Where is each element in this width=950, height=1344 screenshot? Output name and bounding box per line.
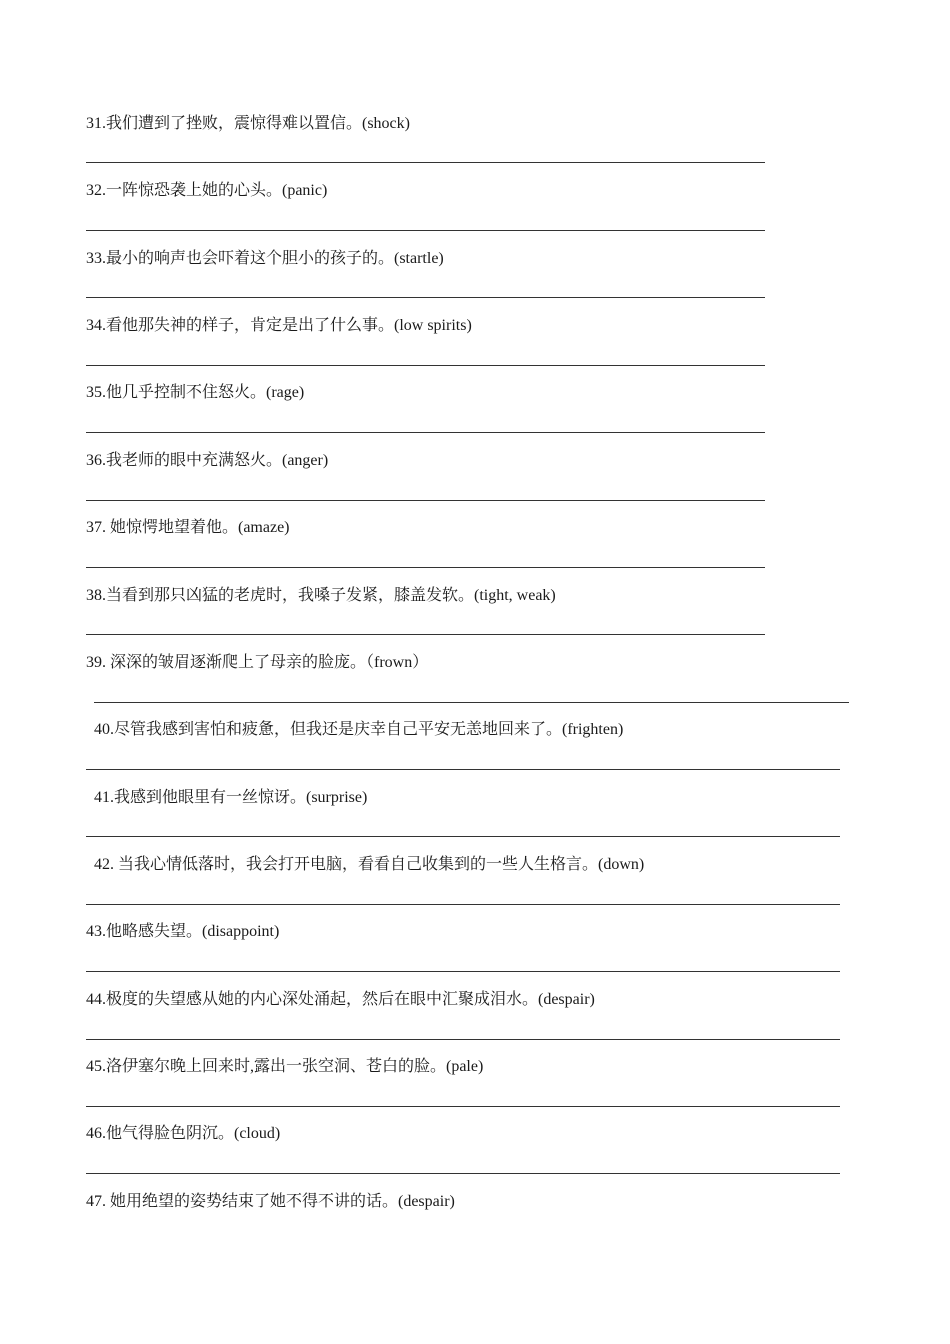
answer-line-34 <box>86 365 765 366</box>
answer-line-33 <box>86 297 765 298</box>
exercise-43-prompt: 43.他略感失望。(disappoint) <box>86 923 280 940</box>
exercise-33-prompt: 33.最小的响声也会吓着这个胆小的孩子的。(startle) <box>86 250 444 267</box>
answer-line-44 <box>86 1039 840 1040</box>
exercise-39-prompt: 39. 深深的皱眉逐渐爬上了母亲的脸庞。（frown） <box>86 654 429 671</box>
exercise-37-prompt: 37. 她惊愕地望着他。(amaze) <box>86 519 290 536</box>
answer-line-41 <box>86 836 840 837</box>
exercise-47-prompt: 47. 她用绝望的姿势结束了她不得不讲的话。(despair) <box>86 1193 455 1210</box>
answer-line-40 <box>86 769 840 770</box>
exercise-45-prompt: 45.洛伊塞尔晚上回来时,露出一张空洞、苍白的脸。(pale) <box>86 1058 484 1075</box>
answer-line-37 <box>86 567 765 568</box>
answer-line-46 <box>86 1173 840 1174</box>
answer-line-45 <box>86 1106 840 1107</box>
exercise-40-prompt: 40.尽管我感到害怕和疲惫，但我还是庆幸自己平安无恙地回来了。(frighten) <box>94 721 624 738</box>
answer-line-42 <box>86 904 840 905</box>
exercise-44-prompt: 44.极度的失望感从她的内心深处涌起，然后在眼中汇聚成泪水。(despair) <box>86 991 595 1008</box>
answer-line-38 <box>86 634 765 635</box>
exercise-34-prompt: 34.看他那失神的样子，肯定是出了什么事。(low spirits) <box>86 317 472 334</box>
exercise-46-prompt: 46.他气得脸色阴沉。(cloud) <box>86 1125 281 1142</box>
answer-line-35 <box>86 432 765 433</box>
answer-line-39 <box>94 702 849 703</box>
answer-line-36 <box>86 500 765 501</box>
exercise-31-prompt: 31.我们遭到了挫败，震惊得难以置信。(shock) <box>86 115 410 132</box>
answer-line-32 <box>86 230 765 231</box>
exercise-36-prompt: 36.我老师的眼中充满怒火。(anger) <box>86 452 329 469</box>
exercise-41-prompt: 41.我感到他眼里有一丝惊讶。(surprise) <box>94 789 368 806</box>
exercise-35-prompt: 35.他几乎控制不住怒火。(rage) <box>86 384 305 401</box>
answer-line-43 <box>86 971 840 972</box>
exercise-32-prompt: 32.一阵惊恐袭上她的心头。(panic) <box>86 182 328 199</box>
exercise-42-prompt: 42. 当我心情低落时，我会打开电脑，看看自己收集到的一些人生格言。(down) <box>94 856 645 873</box>
exercise-38-prompt: 38.当看到那只凶猛的老虎时，我嗓子发紧，膝盖发软。(tight, weak) <box>86 587 556 604</box>
answer-line-31 <box>86 162 765 163</box>
